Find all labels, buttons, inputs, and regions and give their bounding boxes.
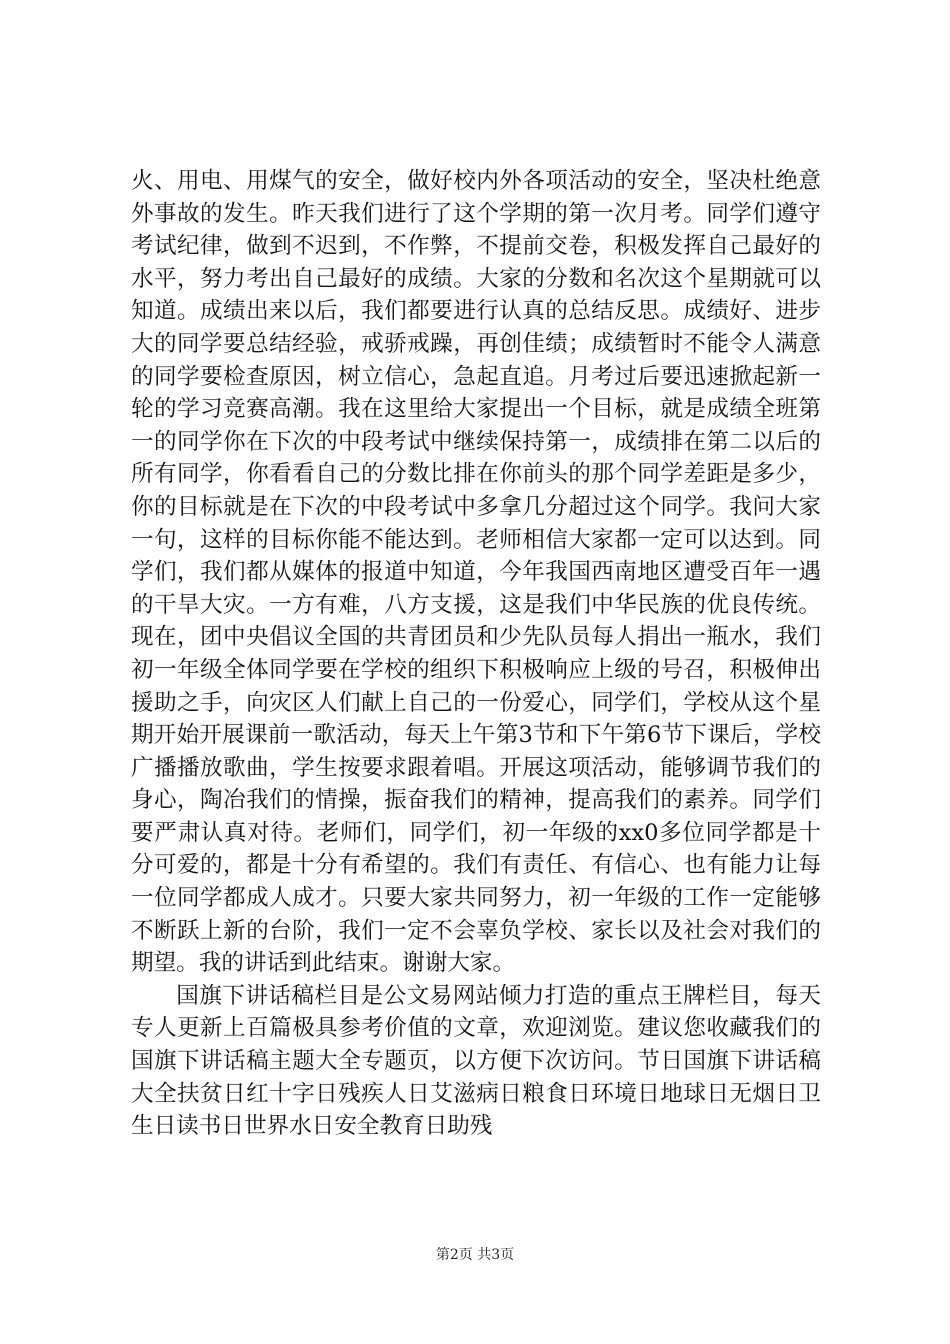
paragraph-speech-content: 火、用电、用煤气的安全，做好校内外各项活动的安全，坚决杜绝意外事故的发生。昨天我们进行了这个学期的第一次月考。同学们遵守考试纪律，做到不迟到，不作弊，不提前交卷，积极发挥自己最好的水平，努力考出自己最好的成绩。大家的分数和名次这个星期就可以知道。成绩出来以后，我们都要进行认真的总结反思。成绩好、进步大的同学要总结经验，戒骄戒躁，再创佳绩；成绩暂时不能令人满意的同学要检查原因，树立信心，急起直追。月考过后要迅速掀起新一轮的学习竞赛高潮。我在这里给大家提出一个目标，就是成绩全班第一的同学你在下次的中段考试中继续保持第一，成绩排在第二以后的所有同学，你看看自己的分数比排在你前头的那个同学差距是多少，你的目标就是在下次的中段考试中多拿几分超过这个同学。我问大家一句，这样的目标你能不能达到。老师相信大家都一定可以达到。同学们，我们都从媒体的报道中知道，今年我国西南地区遭受百年一遇的干旱大灾。一方有难，八方支援，这是我们中华民族的优良传统。现在，团中央倡议全国的共青团员和少先队员每人捐出一瓶水，我们初一年级全体同学要在学校的组织下积极响应上级的号召，积极伸出援助之手，向灾区人们献上自己的一份爱心，同学们，学校从这个星期开始开展课前一歌活动，每天上午第3节和下午第6节下课后，学校广播播放歌曲，学生按要求跟着唱。开展这项活动，能够调节我们的身心，陶冶我们的情操，振奋我们的精神，提高我们的素养。同学们要严肃认真对待。老师们，同学们，初一年级的xx0多位同学都是十分可爱的，都是十分有希望的。我们有责任、有信心、也有能力让每一位同学都成人成才。只要大家共同努力，初一年级的工作一定能够不断跃上新的台阶，我们一定不会辜负学校、家长以及社会对我们的期望。我的讲话到此结束。谢谢大家。 [131,168,821,977]
page-number-footer: 第2页 共3页 [435,1247,515,1263]
document-body [131,165,821,1143]
paragraph-site-promo: 国旗下讲话稿栏目是公文易网站倾力打造的重点王牌栏目，每天专人更新上百篇极具参考价值的文章，欢迎浏览。建议您收藏我们的国旗下讲话稿主题大全专题页，以方便下次访问。节日国旗下讲话稿大全扶贫日红十字日残疾人日艾滋病日粮食日环境日地球日无烟日卫生日读书日世界水日安全教育日助残 [131,982,821,1140]
